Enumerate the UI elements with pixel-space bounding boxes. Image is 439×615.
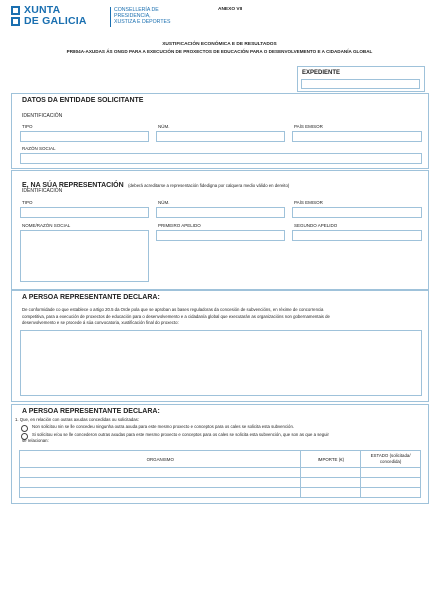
- representation-ap1-label: PRIMEIRO APELIDO: [158, 223, 201, 228]
- table-cell-organismo[interactable]: [20, 478, 301, 488]
- declaration-section-1: [11, 290, 429, 402]
- xunta-emblem-icon: [10, 5, 21, 27]
- other-aid-table: [19, 450, 421, 498]
- table-header-row: [20, 451, 421, 468]
- declaration-1-title: A PERSOA REPRESENTANTE DECLARA:: [22, 294, 160, 301]
- option-no-aid-label: Non solicitou nin se lle concedeu ningunha outra axuda para este mesmo proxecto e conceptos para os cales se solicita esta subvención.: [32, 424, 295, 429]
- dept-line-2: PRESIDENCIA,: [114, 13, 151, 19]
- form-subtitle: PR804A-AXUDAS ÁS ONGD PARA A EXECUCIÓN DE PROXECTOS DE EDUCACIÓN PARA O DESENVOLVEMENTO E A CIDADANÍA GLOBAL: [66, 49, 373, 54]
- representation-num-label: NÚM.: [158, 200, 170, 205]
- applicant-tipo-label: TIPO: [22, 124, 33, 129]
- applicant-ident-label: IDENTIFICACIÓN: [22, 113, 63, 119]
- declaration-1-line-2: competitiva, para a execución de proxectos de educación para o desenvolvemento e a cidadanía global que executarán as organizacións non gobernamentais de: [22, 313, 330, 319]
- table-cell-estado[interactable]: [361, 468, 421, 478]
- representation-num-field[interactable]: [156, 207, 285, 218]
- expediente-label: EXPEDIENTE: [302, 70, 341, 76]
- representation-ap1-field[interactable]: [156, 230, 285, 241]
- representation-pais-field[interactable]: [292, 207, 422, 218]
- applicant-title: DATOS DA ENTIDADE SOLICITANTE: [22, 97, 144, 104]
- table-cell-estado[interactable]: [361, 478, 421, 488]
- representation-nome-label: NOME/RAZÓN SOCIAL: [22, 223, 71, 228]
- dept-line-1: CONSELLERÍA DE: [114, 7, 159, 13]
- applicant-tipo-field[interactable]: [20, 131, 149, 142]
- department-name: [114, 7, 170, 25]
- table-header-estado: ESTADO (solicitada/ concedida): [361, 451, 421, 468]
- applicant-razon-label: RAZÓN SOCIAL: [22, 146, 56, 151]
- expediente-panel: [297, 66, 425, 92]
- applicant-num-label: NÚM.: [158, 124, 170, 129]
- declaration-2-item-1: 1. Que, en relación con outras axudas concedidas ou solicitadas:: [15, 417, 139, 422]
- representation-tipo-label: TIPO: [22, 200, 33, 205]
- representation-note: (deberá acreditarse a representación fidedigna por calquera medio válido en dereito): [128, 183, 290, 188]
- table-cell-organismo[interactable]: [20, 488, 301, 498]
- logo-divider: [110, 7, 111, 27]
- representation-title: E, NA SÚA REPRESENTACIÓN: [22, 182, 124, 189]
- representation-ident-label: IDENTIFICACIÓN: [22, 188, 63, 194]
- logo-text: [24, 5, 87, 27]
- table-row: [20, 478, 421, 488]
- declaration-2-title: A PERSOA REPRESENTANTE DECLARA:: [22, 408, 160, 415]
- table-header-organismo: ORGANISMO: [20, 451, 301, 468]
- applicant-pais-field[interactable]: [292, 131, 422, 142]
- table-cell-importe[interactable]: [301, 478, 361, 488]
- option-other-aid-line-2: se relacionan:: [22, 438, 49, 443]
- representation-ap2-field[interactable]: [292, 230, 422, 241]
- expediente-field[interactable]: [301, 79, 420, 89]
- annex-label: ANEXO VII: [218, 7, 243, 12]
- form-title: XUSTIFICACIÓN ECONÓMICA E DE RESULTADOS: [162, 42, 277, 47]
- table-header-importe: IMPORTE (€): [301, 451, 361, 468]
- applicant-pais-label: PAÍS EMISOR: [294, 124, 323, 129]
- dept-line-3: XUSTIZA E DEPORTES: [114, 19, 171, 25]
- table-cell-estado[interactable]: [361, 488, 421, 498]
- option-other-aid-label: [32, 432, 427, 439]
- xunta-logo: [10, 3, 180, 33]
- logo-line-1: XUNTA: [24, 4, 61, 16]
- representation-ap2-label: SEGUNDO APELIDO: [294, 223, 338, 228]
- applicant-razon-field[interactable]: [20, 153, 422, 164]
- representation-pais-label: PAÍS EMISOR: [294, 200, 323, 205]
- representation-tipo-field[interactable]: [20, 207, 149, 218]
- table-row: [20, 488, 421, 498]
- table-cell-organismo[interactable]: [20, 468, 301, 478]
- representation-nome-field[interactable]: [20, 230, 149, 282]
- table-row: [20, 468, 421, 478]
- option-no-aid-radio[interactable]: [21, 425, 28, 432]
- table-cell-importe[interactable]: [301, 488, 361, 498]
- applicant-section: [11, 93, 429, 169]
- representation-section: [11, 170, 429, 290]
- declaration-1-line-3: desenvolvemento e se procede á súa convocatoria, xustificación final do proxecto:: [22, 320, 179, 325]
- option-other-aid-line-1: Si solicitou e/ou se lle concederon outras axudas para este mesmo proxecto e conceptos para os cales se solicita esta subvención, que son as que a seguir: [32, 432, 329, 437]
- table-cell-importe[interactable]: [301, 468, 361, 478]
- declaration-1-text: [22, 307, 422, 327]
- applicant-num-field[interactable]: [156, 131, 285, 142]
- declaration-1-line-1: De conformidade co que establece o artigo 20.5 da Orde pola que se aproban as bases reguladoras da concesión de subvencións, en réxime de concorrencia: [22, 307, 324, 312]
- project-justification-textarea[interactable]: [20, 330, 422, 396]
- logo-line-2: DE GALICIA: [24, 15, 87, 27]
- declaration-section-2: [11, 404, 429, 504]
